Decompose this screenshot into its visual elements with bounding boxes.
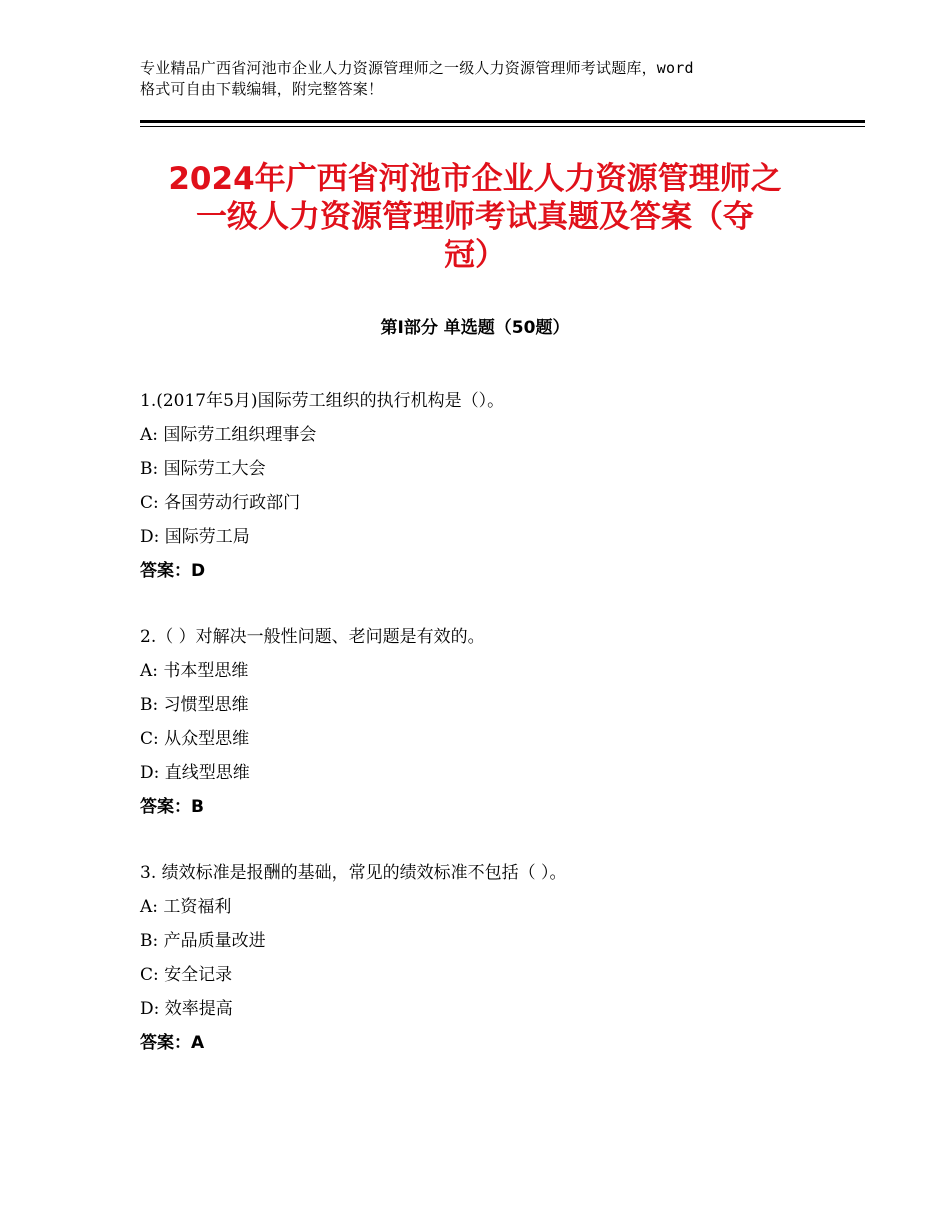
option-c: C: 从众型思维	[140, 729, 250, 749]
answer-line	[140, 554, 840, 588]
header-note	[140, 58, 830, 100]
title-line-1: 2024年广西省河池市企业人力资源管理师之	[168, 161, 782, 197]
option-b: B: 习惯型思维	[140, 695, 249, 715]
question-1	[140, 384, 840, 588]
option-c: C: 各国劳动行政部门	[140, 493, 301, 513]
header-note-line-2: 格式可自由下载编辑，附完整答案！	[140, 80, 384, 98]
answer-line	[140, 1026, 840, 1060]
title-line-3: 冠）	[444, 237, 506, 273]
section-heading: 第Ⅰ部分 单选题（50题）	[380, 318, 570, 338]
header-note-line-1: 专业精品广西省河池市企业人力资源管理师之一级人力资源管理师考试题库，word	[140, 59, 694, 77]
option-d: D: 国际劳工局	[140, 527, 250, 547]
option-c: C: 安全记录	[140, 965, 233, 985]
option-a: A: 国际劳工组织理事会	[140, 425, 317, 445]
header-rule-thin	[140, 126, 865, 127]
document-title	[100, 160, 850, 274]
question-stem: 2.（ ）对解决一般性问题、老问题是有效的。	[140, 627, 485, 647]
answer-value: A	[191, 1033, 205, 1053]
header-rule-thick	[140, 120, 865, 123]
answer-value: D	[191, 561, 206, 581]
option-a: A: 书本型思维	[140, 661, 249, 681]
option-b: B: 国际劳工大会	[140, 459, 266, 479]
answer-label: 答案：	[140, 561, 191, 581]
answer-label: 答案：	[140, 1033, 191, 1053]
option-d: D: 直线型思维	[140, 763, 250, 783]
question-3	[140, 856, 840, 1060]
question-2	[140, 620, 840, 824]
question-stem: 1.(2017年5月)国际劳工组织的执行机构是（）。	[140, 391, 505, 411]
title-line-2: 一级人力资源管理师考试真题及答案（夺	[196, 199, 754, 235]
option-d: D: 效率提高	[140, 999, 233, 1019]
answer-label: 答案：	[140, 797, 191, 817]
answer-value: B	[191, 797, 204, 817]
option-b: B: 产品质量改进	[140, 931, 266, 951]
option-a: A: 工资福利	[140, 897, 232, 917]
answer-line	[140, 790, 840, 824]
question-stem: 3. 绩效标准是报酬的基础，常见的绩效标准不包括（ ）。	[140, 863, 567, 883]
question-list	[140, 384, 840, 1092]
